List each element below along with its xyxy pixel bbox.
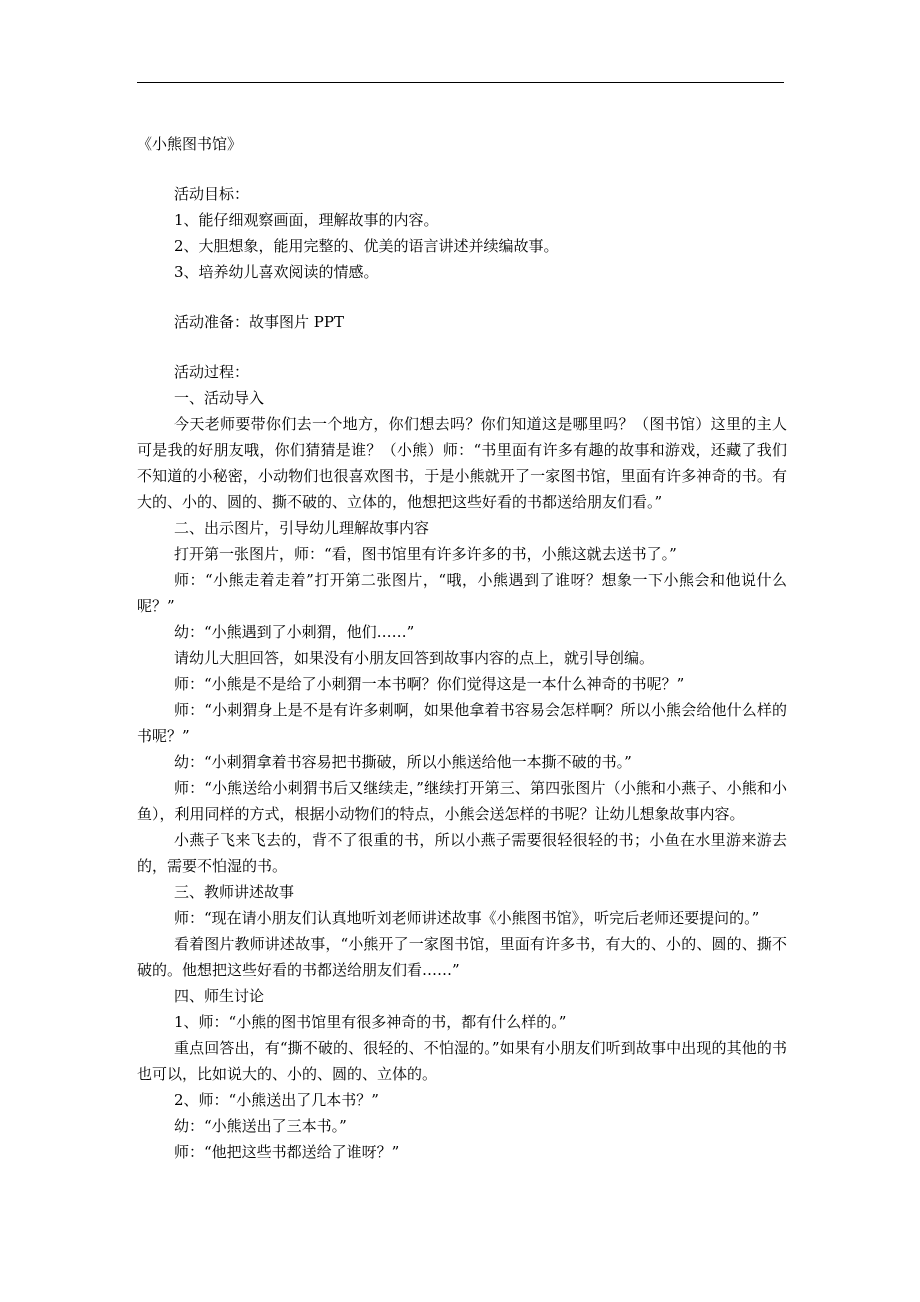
paragraph: 小燕子飞来飞去的，背不了很重的书，所以小燕子需要很轻很轻的书；小鱼在水里游来游去的，需要不怕湿的书。 bbox=[137, 831, 787, 875]
paragraph: 幼：“小熊遇到了小刺猬，他们……” bbox=[174, 623, 415, 641]
paragraph: 师：“小刺猬身上是不是有许多刺啊，如果他拿着书容易会怎样啊？所以小熊会给他什么样的书呢？” bbox=[137, 701, 787, 745]
section-heading: 四、师生讨论 bbox=[174, 987, 265, 1005]
paragraph: 请幼儿大胆回答，如果没有小朋友回答到故事内容的点上，就引导创编。 bbox=[174, 649, 655, 667]
document-title: 《小熊图书馆》 bbox=[137, 135, 243, 153]
header-rule bbox=[137, 82, 784, 83]
section-heading: 一、活动导入 bbox=[174, 389, 265, 407]
section-heading: 二、出示图片，引导幼儿理解故事内容 bbox=[174, 519, 430, 537]
paragraph: 重点回答出，有“撕不破的、很轻的、不怕湿的。”如果有小朋友们听到故事中出现的其他的书也可以，比如说大的、小的、圆的、立体的。 bbox=[137, 1039, 787, 1083]
spacer bbox=[137, 335, 787, 359]
paragraph: 打开第一张图片，师：“看，图书馆里有许多许多的书，小熊这就去送书了。” bbox=[174, 545, 677, 563]
process-heading: 活动过程： bbox=[174, 363, 250, 381]
document-body bbox=[137, 131, 787, 1165]
preparation: 活动准备：故事图片 PPT bbox=[174, 313, 344, 331]
paragraph: 师：“小熊是不是给了小刺猬一本书啊？你们觉得这是一本什么神奇的书呢？” bbox=[174, 675, 685, 693]
paragraph: 看着图片教师讲述故事，“小熊开了一家图书馆，里面有许多书，有大的、小的、圆的、撕不破的。他想把这些好看的书都送给朋友们看……” bbox=[137, 935, 787, 979]
goal-heading: 活动目标： bbox=[174, 185, 250, 203]
paragraph: 师：“现在请小朋友们认真地听刘老师讲述故事《小熊图书馆》，听完后老师还要提问的。” bbox=[174, 909, 760, 927]
goal-item: 3、培养幼儿喜欢阅读的情感。 bbox=[174, 263, 379, 281]
spacer bbox=[137, 285, 787, 309]
paragraph: 今天老师要带你们去一个地方，你们想去吗？你们知道这是哪里吗？（图书馆）这里的主人可是我的好朋友哦，你们猜猜是谁？（小熊）师：“书里面有许多有趣的故事和游戏，还藏了我们不知道的小秘密，小动物们也很喜欢图书，于是小熊就开了一家图书馆，里面有许多神奇的书。有大的、小的、圆的、撕不破的、立体的，他想把这些好看的书都送给朋友们看。” bbox=[137, 415, 787, 511]
paragraph: 1、师：“小熊的图书馆里有很多神奇的书，都有什么样的。” bbox=[174, 1013, 567, 1031]
goal-item: 2、大胆想象，能用完整的、优美的语言讲述并续编故事。 bbox=[174, 237, 559, 255]
paragraph: 幼：“小熊送出了三本书。” bbox=[174, 1117, 347, 1135]
spacer bbox=[137, 157, 787, 181]
paragraph: 师：“他把这些书都送给了谁呀？” bbox=[174, 1143, 400, 1161]
paragraph: 师：“小熊走着走着”打开第二张图片，“哦，小熊遇到了谁呀？想象一下小熊会和他说什么呢？” bbox=[137, 571, 787, 615]
paragraph: 师：“小熊送给小刺猬书后又继续走，”继续打开第三、第四张图片（小熊和小燕子、小熊和小鱼），利用同样的方式，根据小动物们的特点，小熊会送怎样的书呢？让幼儿想象故事内容。 bbox=[137, 779, 787, 823]
paragraph: 幼：“小刺猬拿着书容易把书撕破，所以小熊送给他一本撕不破的书。” bbox=[174, 753, 632, 771]
paragraph: 2、师：“小熊送出了几本书？” bbox=[174, 1091, 379, 1109]
goal-item: 1、能仔细观察画面，理解故事的内容。 bbox=[174, 211, 439, 229]
section-heading: 三、教师讲述故事 bbox=[174, 883, 295, 901]
